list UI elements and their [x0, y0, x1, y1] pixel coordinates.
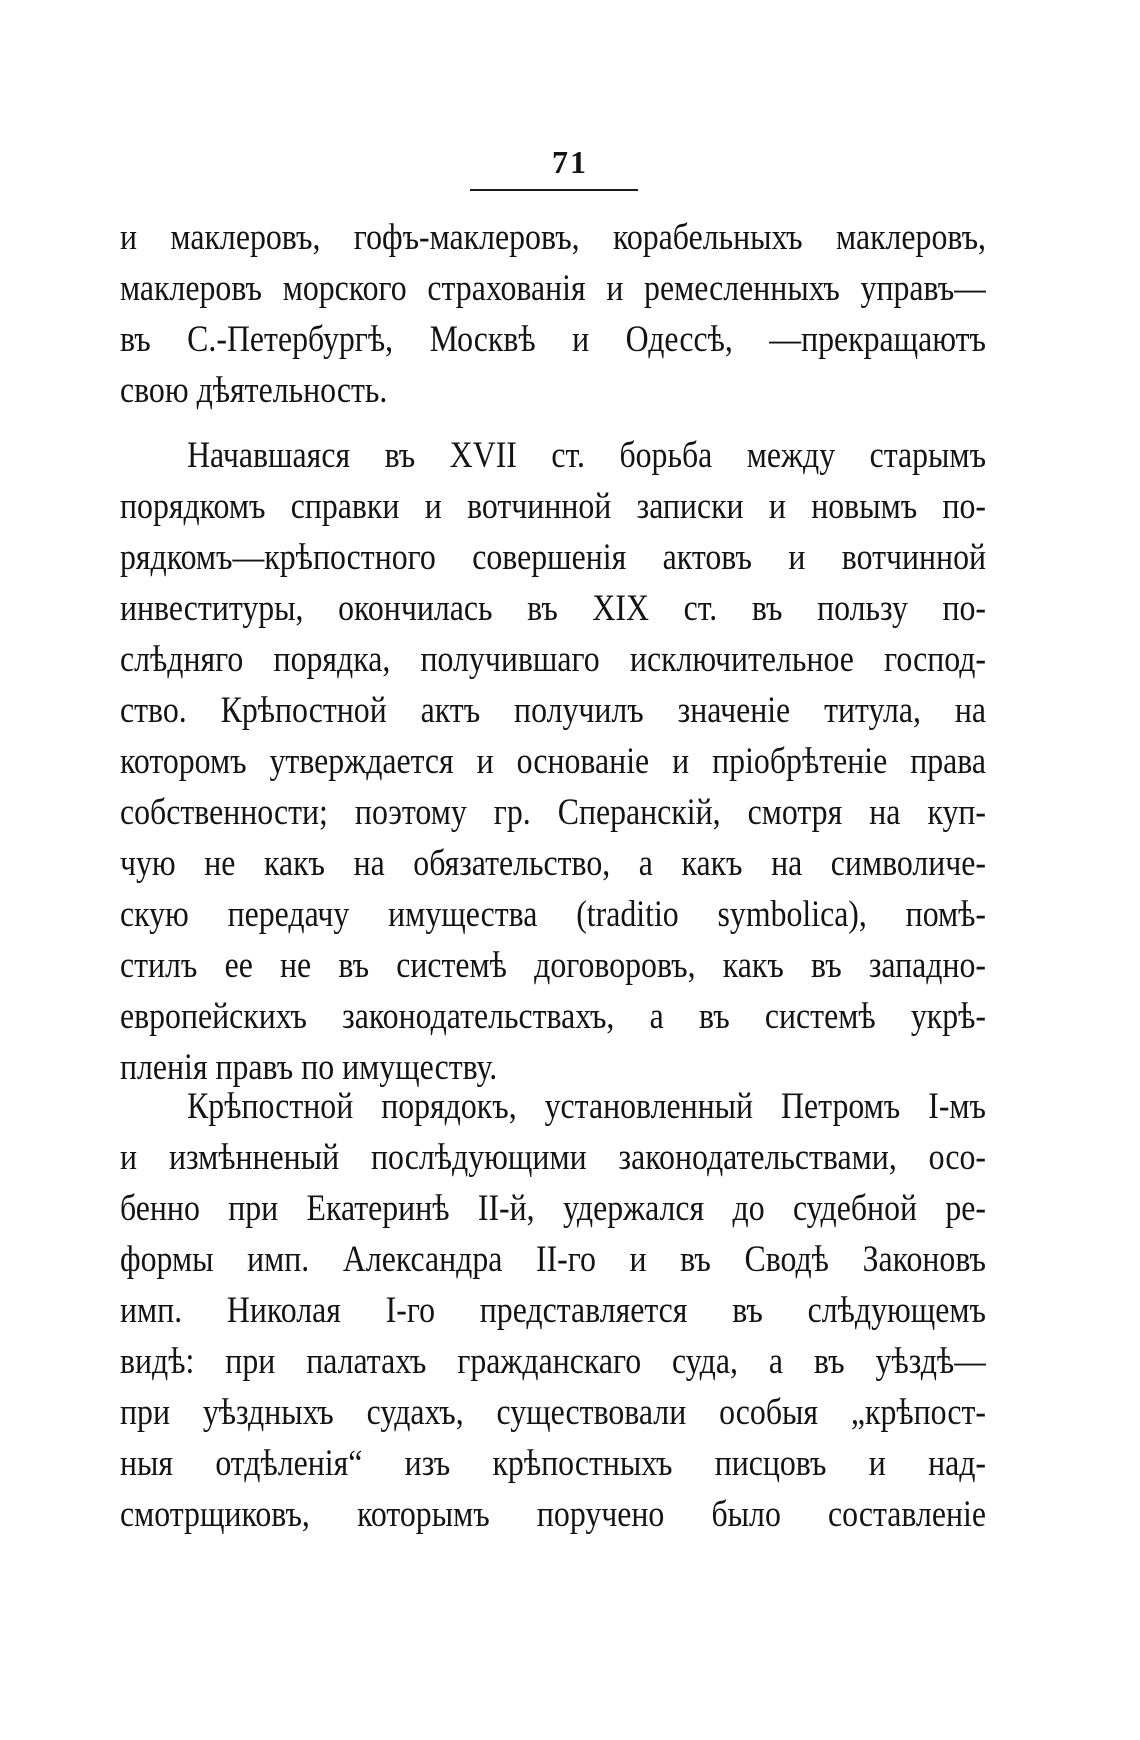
- paragraph-2: [120, 430, 986, 1093]
- paragraph-1: [120, 212, 986, 416]
- text-line: ныя отдѣленія“ изъ крѣпостныхъ писцовъ и над-: [120, 1443, 987, 1484]
- paragraph-3: [120, 1081, 986, 1540]
- text-line: при уѣздныхъ судахъ, существовали особыя „крѣпост-: [120, 1392, 987, 1433]
- text-line: стилъ ее не въ системѣ договоровъ, какъ въ западно-: [120, 945, 987, 986]
- text-line: собственности; поэтому гр. Сперанскій, смотря на куп-: [120, 792, 987, 833]
- text-line: ство. Крѣпостной актъ получилъ значеніе титула, на: [120, 690, 987, 731]
- text-line: чую не какъ на обязательство, а какъ на символиче-: [120, 843, 987, 884]
- text-line: смотрщиковъ, которымъ поручено было составленіе: [120, 1494, 987, 1535]
- text-line: бенно при Екатеринѣ II-й, удержался до судебной ре-: [120, 1188, 987, 1229]
- text-line: и измѣнненый послѣдующими законодательствами, осо-: [120, 1137, 987, 1178]
- text-line: Начавшаяся въ XVII ст. борьба между старымъ: [187, 435, 987, 476]
- text-line: имп. Николая I-го представляется въ слѣдующемъ: [120, 1290, 987, 1331]
- text-line: маклеровъ морского страхованія и ремесленныхъ управъ—: [120, 268, 987, 309]
- text-line: европейскихъ законодательствахъ, а въ системѣ укрѣ-: [120, 996, 987, 1037]
- text-line: скую передачу имущества (traditio symbolica), помѣ-: [120, 894, 987, 935]
- text-line: Крѣпостной порядокъ, установленный Петромъ I-мъ: [187, 1086, 987, 1127]
- text-line: слѣдняго порядка, получившаго исключительное господ-: [120, 639, 987, 680]
- text-line: видѣ: при палатахъ гражданскаго суда, а въ уѣздѣ—: [120, 1341, 987, 1382]
- text-line: формы имп. Александра II-го и въ Сводѣ Законовъ: [120, 1239, 987, 1280]
- text-line: которомъ утверждается и основаніе и пріобрѣтеніе права: [120, 741, 987, 782]
- text-line: пленія правъ по имуществу.: [120, 1047, 498, 1088]
- text-line: свою дѣятельность.: [120, 370, 388, 411]
- text-line: порядкомъ справки и вотчинной записки и новымъ по-: [120, 486, 987, 527]
- text-line: инвеституры, окончилась въ XIX ст. въ пользу по-: [120, 588, 987, 629]
- header-rule: [470, 189, 638, 191]
- text-line: рядкомъ—крѣпостного совершенія актовъ и вотчинной: [120, 537, 987, 578]
- text-line: и маклеровъ, гофъ-маклеровъ, корабельныхъ маклеровъ,: [120, 217, 987, 258]
- page-number: 71: [552, 144, 588, 180]
- text-line: въ С.-Петербургѣ, Москвѣ и Одессѣ, —прекращаютъ: [120, 319, 987, 360]
